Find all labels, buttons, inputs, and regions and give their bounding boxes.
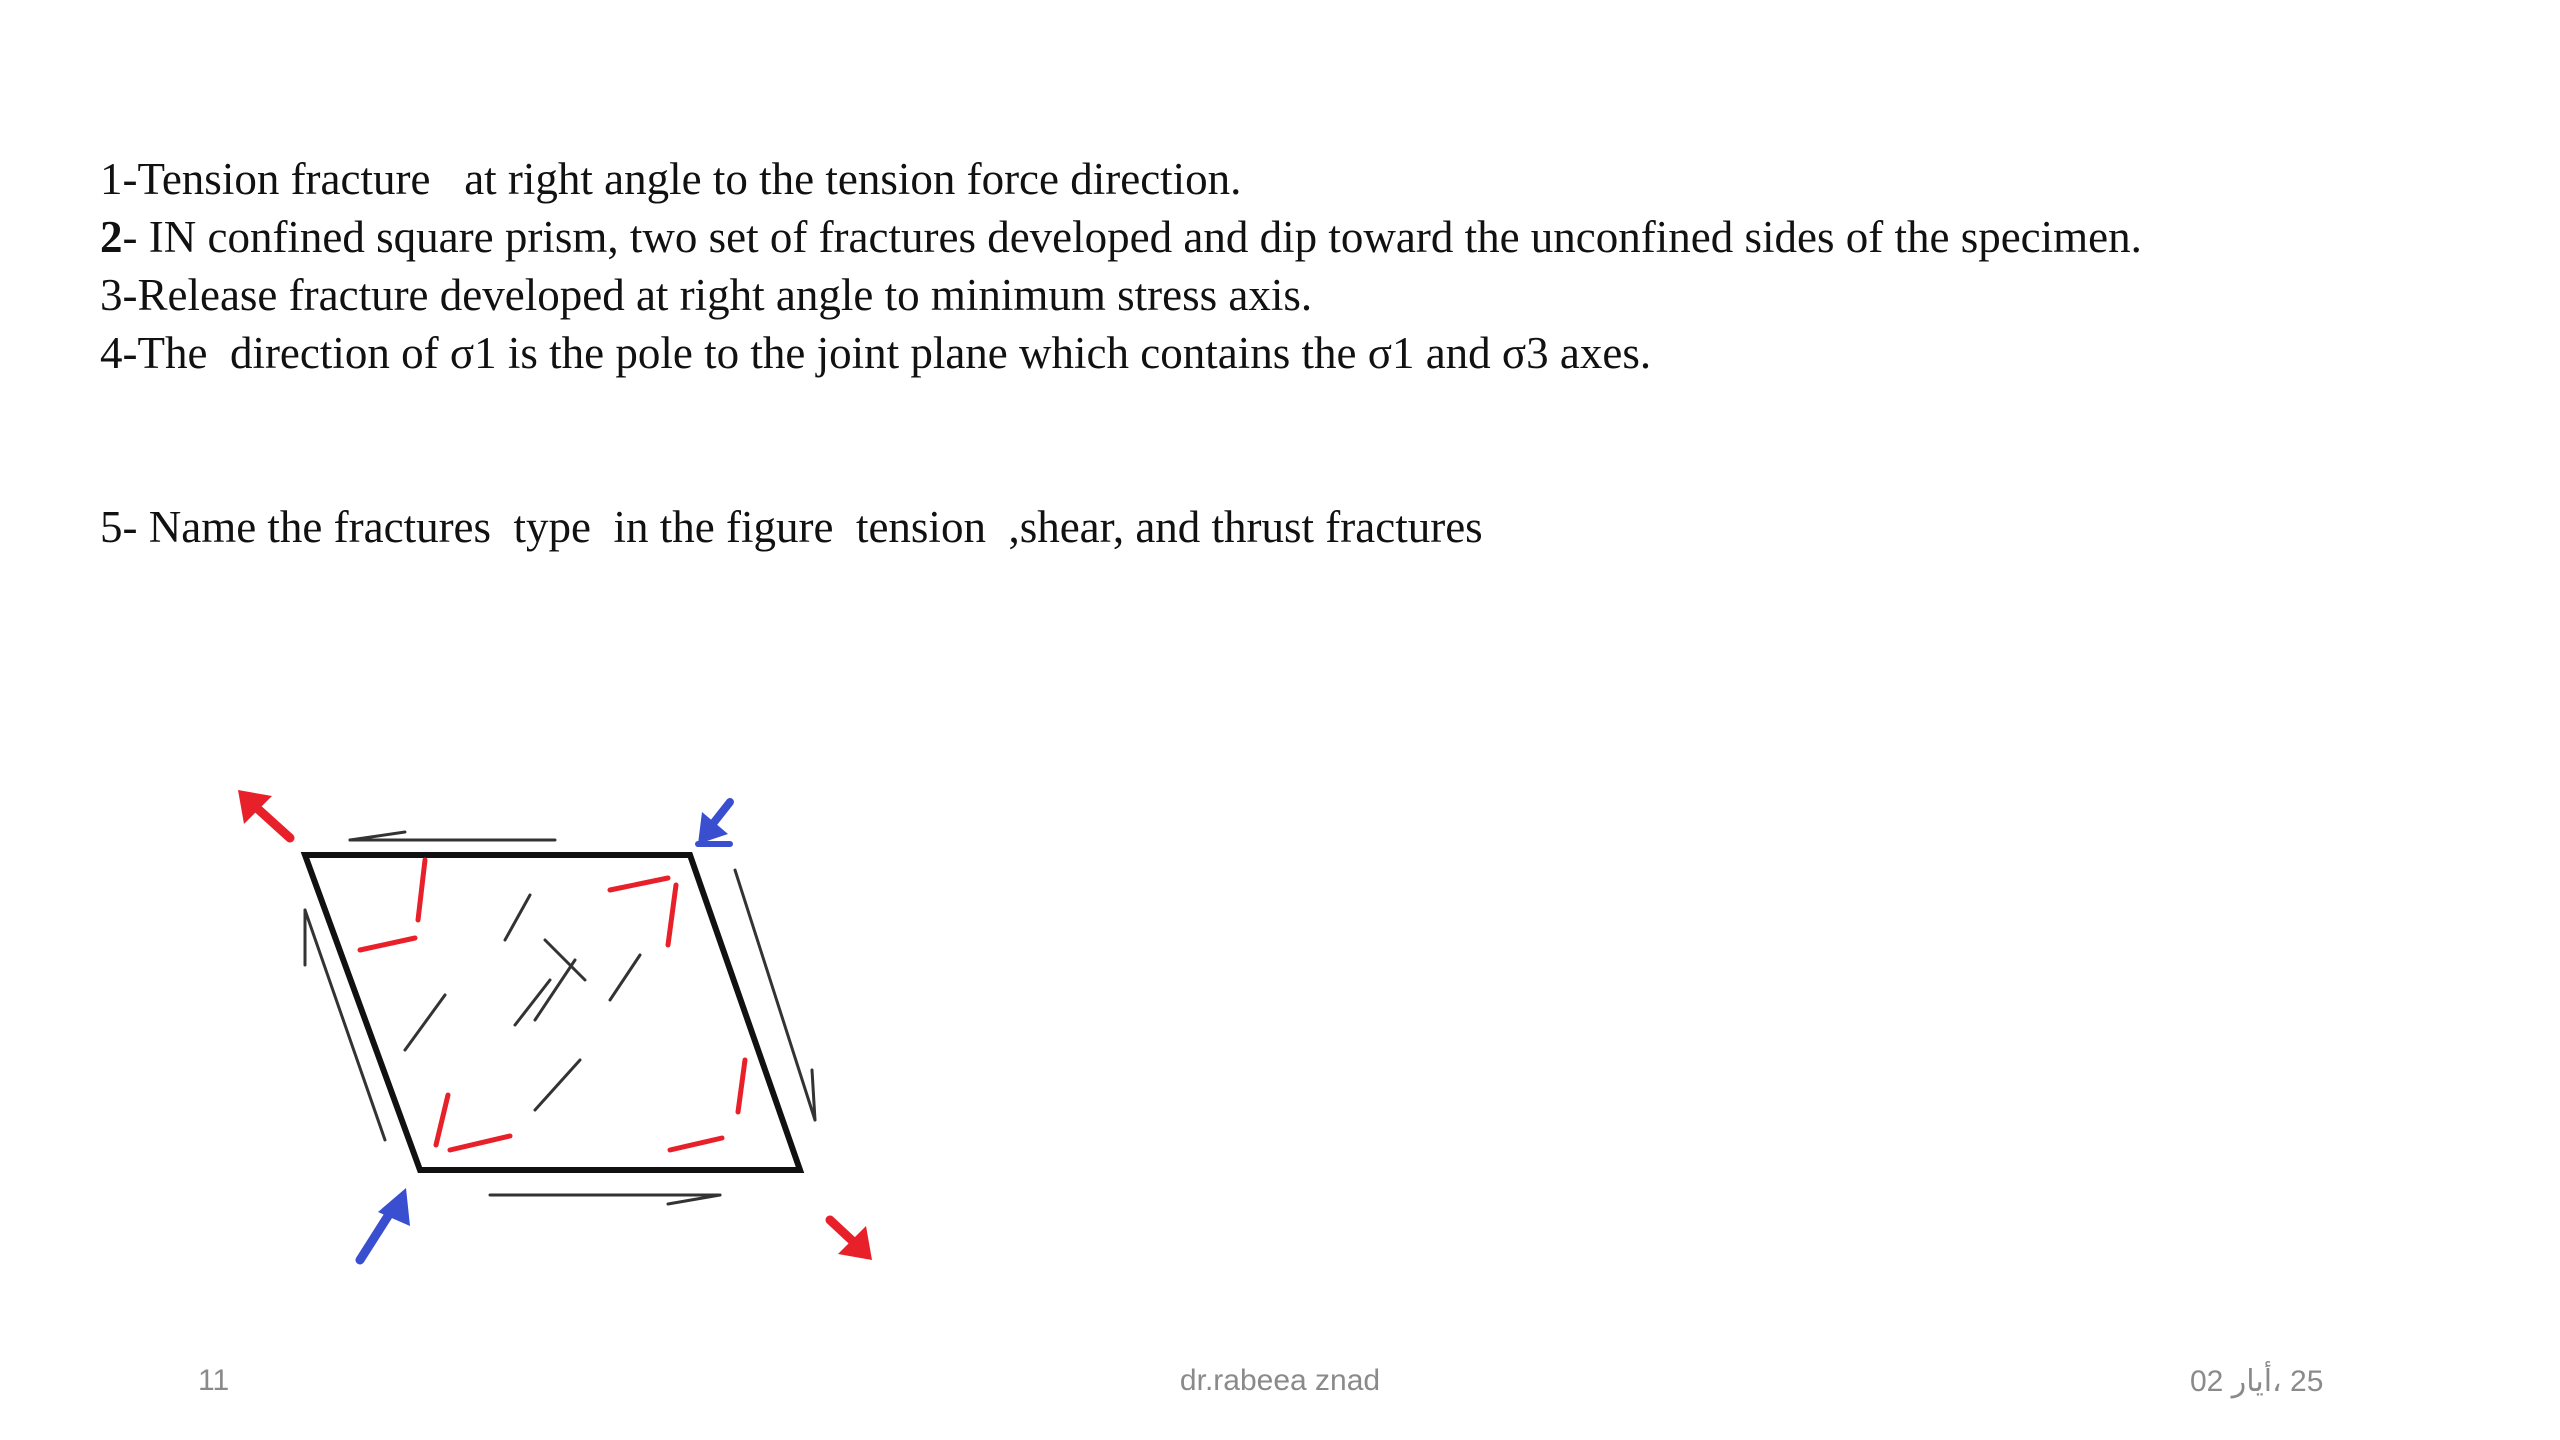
right-shear-arrow-icon xyxy=(735,870,815,1120)
slide-body xyxy=(100,150,2480,556)
red-tension-arrow-icon xyxy=(830,1220,872,1260)
question-5: 5- Name the fractures type in the figure tension ,shear, and thrust fractures xyxy=(100,502,1483,552)
fracture-mark xyxy=(405,995,445,1050)
fracture-mark xyxy=(535,1060,580,1110)
shear-sense-arrows xyxy=(305,832,815,1204)
red-tension-arrow-icon xyxy=(238,790,290,838)
statement-2-number: 2 xyxy=(100,212,123,262)
compression-arrows xyxy=(360,802,730,1260)
statement-1: 1-Tension fracture at right angle to the tension force direction. xyxy=(100,154,1242,204)
spacer xyxy=(100,382,2480,498)
fracture-diagram xyxy=(200,760,920,1300)
tension-fracture-mark xyxy=(450,1136,510,1150)
fracture-mark xyxy=(505,895,530,940)
statement-2 xyxy=(100,208,2480,266)
left-shear-arrow-icon xyxy=(305,910,385,1140)
tension-fracture-mark xyxy=(360,938,415,950)
tension-fracture-mark xyxy=(418,860,425,920)
tension-arrows xyxy=(238,790,872,1260)
page-number: 11 xyxy=(198,1364,230,1397)
tension-fracture-mark xyxy=(668,885,676,945)
footer-author: dr.rabeea znad xyxy=(1179,1364,1381,1397)
tension-fracture-mark xyxy=(670,1138,722,1150)
blue-compression-arrow-icon xyxy=(360,1188,410,1260)
statement-3: 3-Release fracture developed at right angle to minimum stress axis. xyxy=(100,270,1313,320)
footer-date: 25 ،أيار 02 xyxy=(2190,1365,2324,1398)
fracture-mark xyxy=(515,980,550,1025)
interior-fractures xyxy=(405,895,640,1110)
tension-fracture-mark xyxy=(610,878,668,890)
blue-compression-arrow-icon xyxy=(698,802,730,844)
tension-fracture-mark xyxy=(738,1060,745,1112)
statement-4: 4-The direction of σ1 is the pole to the joint plane which contains the σ1 and σ3 axes. xyxy=(100,328,1652,378)
statement-2-text: - IN confined square prism, two set of fractures developed and dip toward the unconfined sides of the specimen. xyxy=(122,212,2142,262)
tension-fracture-mark xyxy=(436,1095,448,1145)
tension-fractures xyxy=(360,860,745,1150)
fracture-mark xyxy=(610,955,640,1000)
